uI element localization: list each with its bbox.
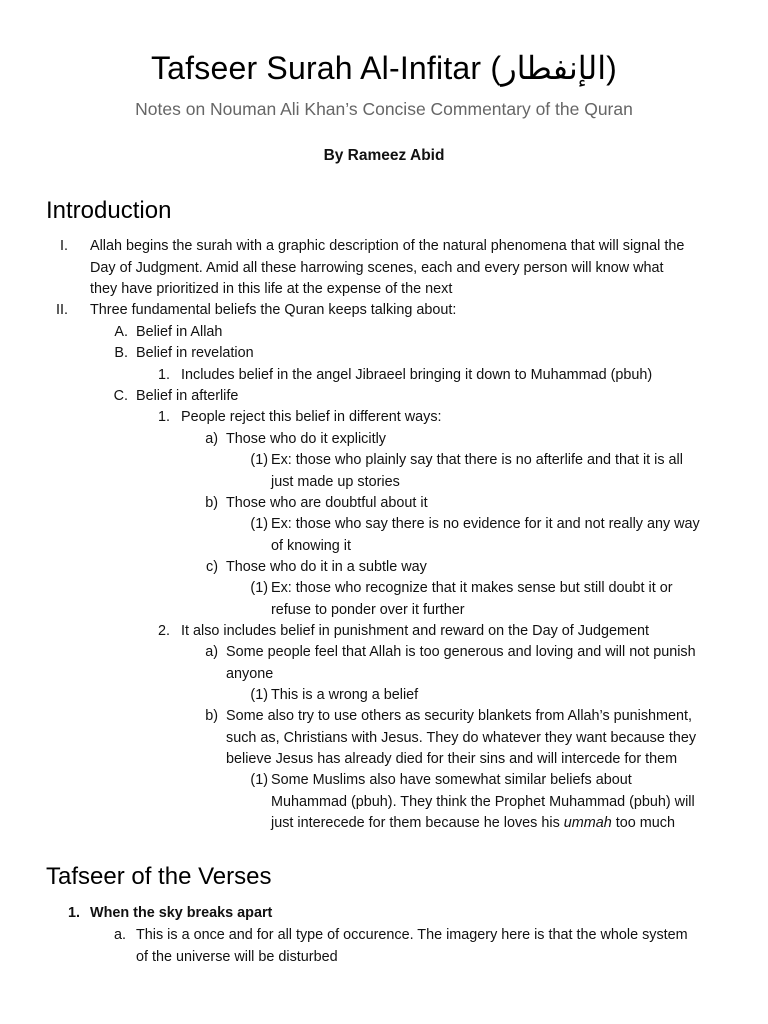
list-item-text: of knowing it <box>271 537 351 554</box>
list-item-text: of the universe will be disturbed <box>136 948 338 965</box>
section-heading-verses: Tafseer of the Verses <box>46 863 272 890</box>
list-item-text: Some Muslims also have somewhat similar beliefs about <box>271 772 632 788</box>
list-marker: (1) <box>250 580 268 596</box>
list-marker: 1. <box>157 367 170 383</box>
list-item-text: Muhammad (pbuh). They think the Prophet Muhammad (pbuh) will <box>271 793 695 810</box>
list-item-text: refuse to ponder over it further <box>271 601 465 618</box>
list-item-text: such as, Christians with Jesus. They do whatever they want because they <box>226 729 697 746</box>
list-item-text: It also includes belief in punishment and reward on the Day of Judgement <box>181 623 649 639</box>
list-marker: (1) <box>250 516 268 532</box>
list-item-text: Ex: those who plainly say that there is no afterlife and that it is all <box>271 452 683 468</box>
list-item-text: Allah begins the surah with a graphic description of the natural phenomena that will signal the <box>90 238 685 254</box>
list-marker: (1) <box>250 687 268 703</box>
list-item-text: Three fundamental beliefs the Quran keeps talking about: <box>90 302 457 318</box>
list-item-text: Belief in revelation <box>136 345 254 361</box>
list-item-text: just made up stories <box>271 473 400 490</box>
list-marker: 1. <box>67 905 80 921</box>
list-marker: A. <box>114 324 128 340</box>
list-marker: b) <box>205 495 218 511</box>
list-item-text: This is a wrong a belief <box>271 687 419 703</box>
section-heading-introduction: Introduction <box>46 197 172 224</box>
list-marker: B. <box>114 345 128 361</box>
list-item-text: Those who are doubtful about it <box>226 495 428 511</box>
list-marker: C. <box>113 388 128 404</box>
list-marker: a) <box>205 431 218 447</box>
list-marker: (1) <box>250 772 268 788</box>
list-item-text: Those who do it in a subtle way <box>226 559 427 575</box>
list-item-text: anyone <box>226 665 274 682</box>
list-item-text: Belief in afterlife <box>136 388 239 404</box>
list-item-text <box>271 813 675 835</box>
list-item-text: People reject this belief in different ways: <box>181 409 442 425</box>
list-marker: c) <box>206 559 218 575</box>
list-item-text: believe Jesus has already died for their sins and will intercede for them <box>226 751 678 767</box>
list-marker: a. <box>113 927 126 943</box>
list-marker: 2. <box>157 623 170 639</box>
document-subtitle: Notes on Nouman Ali Khan’s Concise Commentary of the Quran <box>135 99 633 119</box>
list-item-text: Some people feel that Allah is too generous and loving and will not punish <box>226 644 696 660</box>
list-marker: (1) <box>250 452 268 468</box>
list-item-text: Those who do it explicitly <box>226 431 386 447</box>
list-marker: II. <box>56 302 68 318</box>
document-title: Tafseer Surah Al-Infitar (الإنفطار) <box>150 50 618 86</box>
author-byline: By Rameez Abid <box>323 147 445 164</box>
list-item-text: Day of Judgment. Amid all these harrowing scenes, each and every person will know what <box>90 259 664 276</box>
emphasis-term: ummah <box>563 815 612 831</box>
list-marker: I. <box>60 238 68 254</box>
list-item-text: Ex: those who recognize that it makes sense but still doubt it or <box>271 580 673 596</box>
list-item-text: Some also try to use others as security blankets from Allah’s punishment, <box>226 708 693 724</box>
list-item-text: Belief in Allah <box>136 324 223 340</box>
list-item-text: This is a once and for all type of occurence. The imagery here is that the whole system <box>136 927 688 943</box>
list-item-text-part: just interecede for them because he loves his <box>271 815 564 831</box>
list-item-text: Ex: those who say there is no evidence for it and not really any way <box>271 516 700 532</box>
list-item-text: Includes belief in the angel Jibraeel bringing it down to Muhammad (pbuh) <box>181 367 653 383</box>
list-marker: a) <box>205 644 218 660</box>
list-marker: b) <box>205 708 218 724</box>
verse-title: When the sky breaks apart <box>90 905 273 921</box>
list-marker: 1. <box>157 409 170 425</box>
list-item-text: they have prioritized in this life at the expense of the next <box>90 281 453 297</box>
list-item-text-part: too much <box>611 815 675 831</box>
